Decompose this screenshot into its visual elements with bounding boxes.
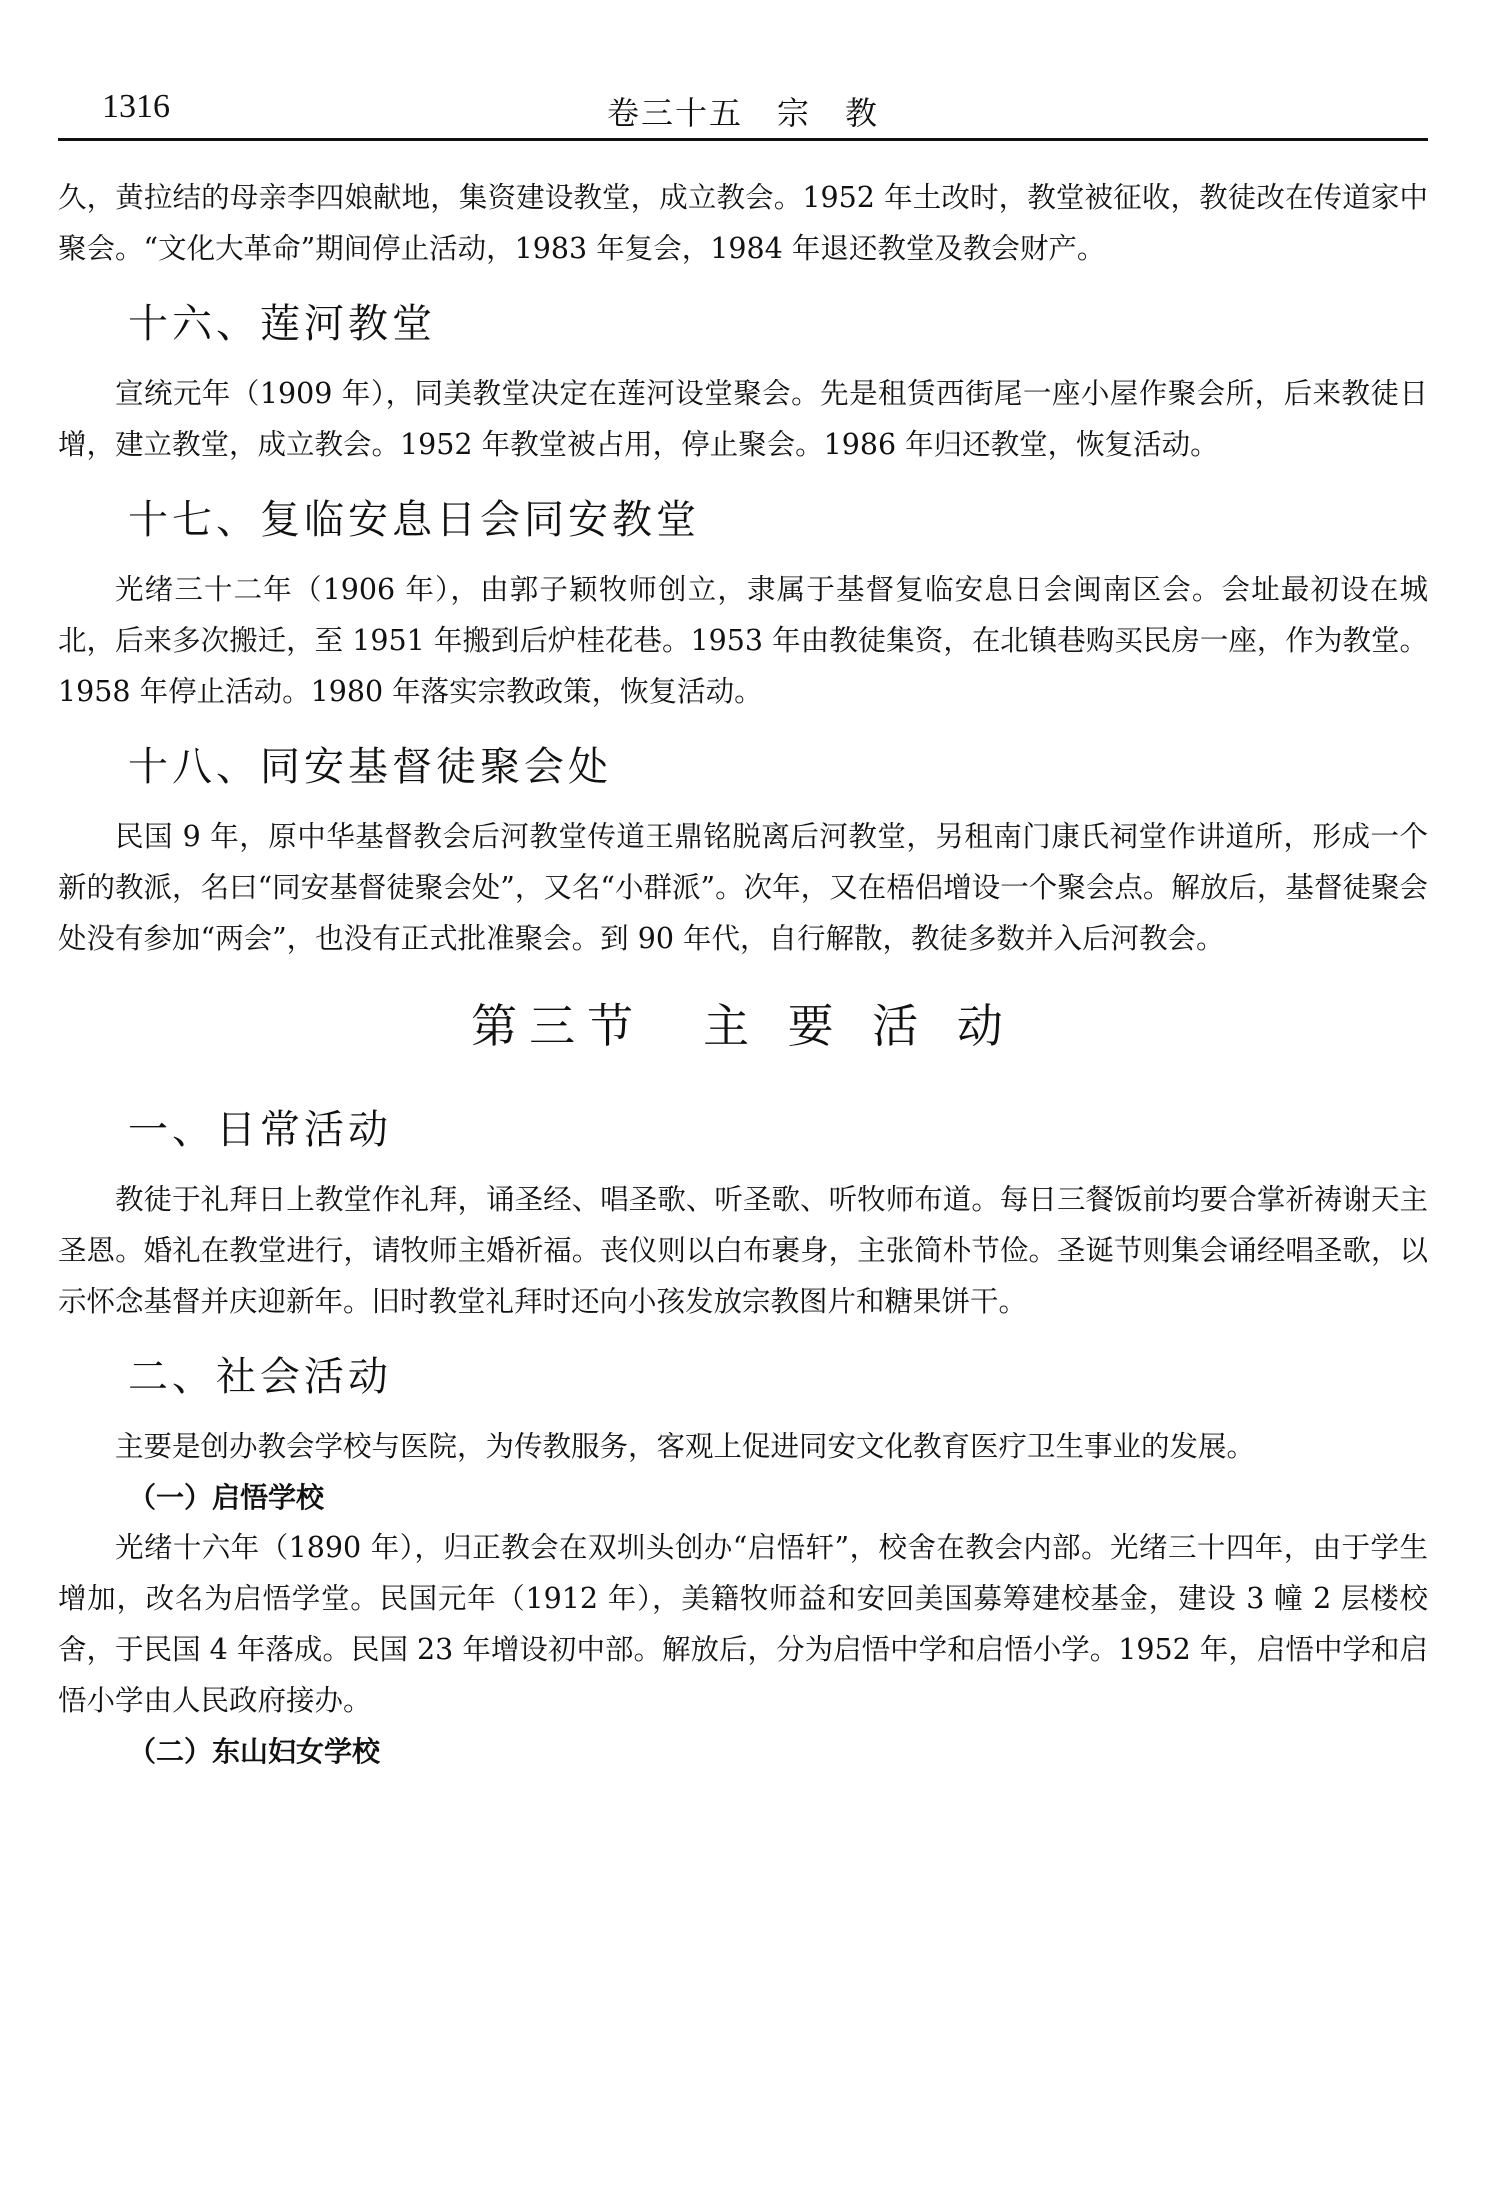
- running-title: 卷三十五 宗 教: [606, 94, 879, 132]
- paragraph-continued: 久，黄拉结的母亲李四娘献地，集资建设教堂，成立教会。1952 年土改时，教堂被征收，教徒改在传道家中聚会。“文化大革命”期间停止活动，1983 年复会，1984 年退还教堂及教会财产。: [58, 181, 1428, 265]
- section-title: 第三节 主 要 活 动: [471, 999, 1015, 1053]
- paragraph-social-activities: 主要是创办教会学校与医院，为传教服务，客观上促进同安文化教育医疗卫生事业的发展。: [115, 1430, 1256, 1463]
- heading-daily-activities: 一、日常活动: [128, 1107, 392, 1153]
- heading-lianhe-church: 十六、莲河教堂: [128, 301, 436, 347]
- heading-dongshan-school: （二）东山妇女学校: [128, 1735, 381, 1768]
- paragraph-qiwu-school: 光绪十六年（1890 年），归正教会在双圳头创办“启悟轩”，校舍在教会内部。光绪三十四年，由于学生增加，改名为启悟学堂。民国元年（1912 年），美籍牧师益和安回美国募筹建校基金，建设 3 幢 2 层楼校舍，于民国 4 年落成。民国 23 年增设初中部。解放后，分为启悟中学和启悟小学。1952 年，启悟中学和启悟小学由人民政府接办。: [58, 1531, 1428, 1717]
- page-body: [58, 172, 1428, 1776]
- page-header: [58, 86, 1428, 141]
- heading-assembly-hall: 十八、同安基督徒聚会处: [128, 744, 612, 790]
- paragraph-adventist-church: 光绪三十二年（1906 年），由郭子颖牧师创立，隶属于基督复临安息日会闽南区会。会址最初设在城北，后来多次搬迁，至 1951 年搬到后炉桂花巷。1953 年由教徒集资，在北镇巷购买民房一座，作为教堂。1958 年停止活动。1980 年落实宗教政策，恢复活动。: [58, 573, 1428, 708]
- paragraph-lianhe-church: 宣统元年（1909 年），同美教堂决定在莲河设堂聚会。先是租赁西街尾一座小屋作聚会所，后来教徒日增，建立教堂，成立教会。1952 年教堂被占用，停止聚会。1986 年归还教堂，恢复活动。: [58, 377, 1428, 461]
- heading-social-activities: 二、社会活动: [128, 1354, 392, 1400]
- page-number: 1316: [102, 88, 170, 125]
- paragraph-daily-activities: 教徒于礼拜日上教堂作礼拜，诵圣经、唱圣歌、听圣歌、听牧师布道。每日三餐饭前均要合掌祈祷谢天主圣恩。婚礼在教堂进行，请牧师主婚祈福。丧仪则以白布裹身，主张简朴节俭。圣诞节则集会诵经唱圣歌，以示怀念基督并庆迎新年。旧时教堂礼拜时还向小孩发放宗教图片和糖果饼干。: [58, 1183, 1428, 1318]
- heading-adventist-church: 十七、复临安息日会同安教堂: [128, 497, 700, 543]
- paragraph-assembly-hall: 民国 9 年，原中华基督教会后河教堂传道王鼎铭脱离后河教堂，另租南门康氏祠堂作讲道所，形成一个新的教派，名曰“同安基督徒聚会处”，又名“小群派”。次年，又在梧侣增设一个聚会点。解放后，基督徒聚会处没有参加“两会”，也没有正式批准聚会。到 90 年代，自行解散，教徒多数并入后河教会。: [58, 820, 1428, 955]
- heading-qiwu-school: （一）启悟学校: [128, 1481, 325, 1514]
